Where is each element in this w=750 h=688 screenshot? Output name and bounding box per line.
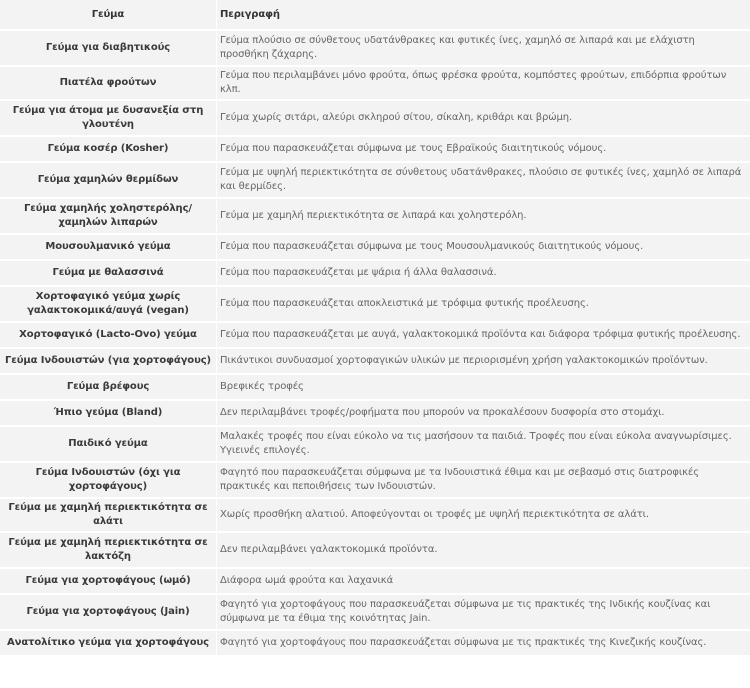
table-row [0,349,750,375]
meal-name: Γεύμα με θαλασσινά [0,261,216,287]
meal-description: Γεύμα που περιλαμβάνει μόνο φρούτα, όπως φρέσκα φρούτα, κομπόστες φρούτων, επιδόρπια φρούτων κλπ. [216,67,750,101]
table-row [0,137,750,163]
meal-description: Φαγητό που παρασκευάζεται σύμφωνα με τα Ινδουιστικά έθιμα και με σεβασμό στις διατροφικές πρακτικές και πεποιθήσεις των Ινδουιστών. [216,463,750,499]
table-row [0,163,750,199]
meal-description: Χωρίς προσθήκη αλατιού. Αποφεύγονται οι τροφές με υψηλή περιεκτικότητα σε αλάτι. [216,499,750,533]
table-row [0,375,750,401]
meal-description: Γεύμα χωρίς σιτάρι, αλεύρι σκληρού σίτου, σίκαλη, κριθάρι και βρώμη. [216,101,750,137]
table-row [0,287,750,323]
table-row [0,499,750,533]
meal-name: Πιατέλα φρούτων [0,67,216,101]
table-row [0,235,750,261]
meal-description: Δεν περιλαμβάνει τροφές/ροφήματα που μπορούν να προκαλέσουν δυσφορία στο στομάχι. [216,401,750,427]
meal-name: Ήπιο γεύμα (Bland) [0,401,216,427]
meal-description: Γεύμα που παρασκευάζεται σύμφωνα με τους Εβραϊκούς διαιτητικούς νόμους. [216,137,750,163]
meal-name: Γεύμα Ινδουιστών (όχι για χορτοφάγους) [0,463,216,499]
meal-description: Γεύμα που παρασκευάζεται αποκλειστικά με τρόφιμα φυτικής προέλευσης. [216,287,750,323]
meal-name: Γεύμα για άτομα με δυσανεξία στη γλουτένη [0,101,216,137]
table-row [0,569,750,595]
meal-description: Γεύμα που παρασκευάζεται με αυγά, γαλακτοκομικά προϊόντα και διάφορα τρόφιμα φυτικής προέλευσης. [216,323,750,349]
table-row [0,101,750,137]
table-row [0,427,750,463]
table-header-row [0,0,750,31]
meal-description: Μαλακές τροφές που είναι εύκολο να τις μασήσουν τα παιδιά. Τροφές που είναι εύκολα αναγνωρίσιμες. Υγιεινές επιλογές. [216,427,750,463]
meal-name: Γεύμα για διαβητικούς [0,31,216,67]
table-row [0,31,750,67]
meal-name: Ανατολίτικο γεύμα για χορτοφάγους [0,631,216,657]
table-row [0,199,750,235]
table-row [0,401,750,427]
meal-name: Γεύμα με χαμηλή περιεκτικότητα σε λακτόζη [0,533,216,569]
table-row [0,323,750,349]
meal-description: Γεύμα που παρασκευάζεται σύμφωνα με τους Μουσουλμανικούς διαιτητικούς νόμους. [216,235,750,261]
meal-name: Παιδικό γεύμα [0,427,216,463]
meal-column-header: Γεύμα [0,0,216,31]
meal-description: Φαγητό για χορτοφάγους που παρασκευάζεται σύμφωνα με τις πρακτικές της Ινδικής κουζίνας και σύμφωνα με τα έθιμα της κοινότητας Jain. [216,595,750,631]
meal-name: Γεύμα χαμηλών θερμίδων [0,163,216,199]
table-row [0,533,750,569]
meal-description: Γεύμα πλούσιο σε σύνθετους υδατάνθρακες και φυτικές ίνες, χαμηλό σε λιπαρά και με ελάχιστη προσθήκη ζάχαρης. [216,31,750,67]
meal-name: Γεύμα για χορτοφάγους (Jain) [0,595,216,631]
table-row [0,631,750,657]
meal-name: Μουσουλμανικό γεύμα [0,235,216,261]
meal-name: Γεύμα βρέφους [0,375,216,401]
meal-name: Γεύμα με χαμηλή περιεκτικότητα σε αλάτι [0,499,216,533]
meal-name: Γεύμα για χορτοφάγους (ωμό) [0,569,216,595]
meal-name: Χορτοφαγικό γεύμα χωρίς γαλακτοκομικά/αυγά (vegan) [0,287,216,323]
table-row [0,595,750,631]
meal-name: Γεύμα κοσέρ (Kosher) [0,137,216,163]
meal-description: Γεύμα με υψηλή περιεκτικότητα σε σύνθετους υδατάνθρακες, πλούσιο σε φυτικές ίνες, χαμηλό σε λιπαρά και θερμίδες. [216,163,750,199]
meal-description: Γεύμα που παρασκευάζεται με ψάρια ή άλλα θαλασσινά. [216,261,750,287]
table-row [0,463,750,499]
table-row [0,261,750,287]
meal-description: Δεν περιλαμβάνει γαλακτοκομικά προϊόντα. [216,533,750,569]
meal-description: Γεύμα με χαμηλή περιεκτικότητα σε λιπαρά και χοληστερόλη. [216,199,750,235]
meal-name: Χορτοφαγικό (Lacto-Ovo) γεύμα [0,323,216,349]
meal-name: Γεύμα Ινδουιστών (για χορτοφάγους) [0,349,216,375]
description-column-header: Περιγραφή [216,0,750,31]
table-body [0,31,750,657]
meal-description: Βρεφικές τροφές [216,375,750,401]
meal-name: Γεύμα χαμηλής χοληστερόλης/χαμηλών λιπαρών [0,199,216,235]
meal-description: Φαγητό για χορτοφάγους που παρασκευάζεται σύμφωνα με τις πρακτικές της Κινεζικής κουζίνας. [216,631,750,657]
table-row [0,67,750,101]
meal-description: Διάφορα ωμά φρούτα και λαχανικά [216,569,750,595]
meal-description: Πικάντικοι συνδυασμοί χορτοφαγικών υλικών με περιορισμένη χρήση γαλακτοκομικών προϊόντων. [216,349,750,375]
